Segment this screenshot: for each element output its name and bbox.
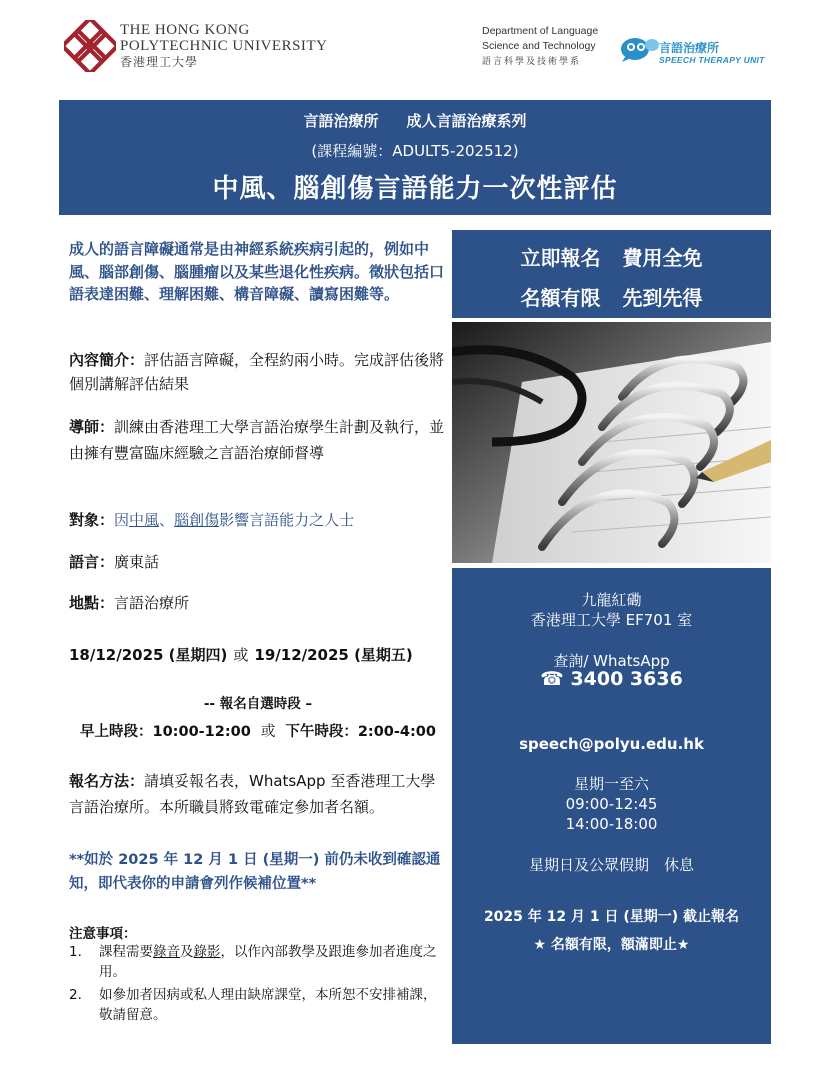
notice-title: 注意事項： [69, 926, 137, 942]
target-stroke: 中風 [129, 511, 160, 529]
polyu-name-chinese: 香港理工大學 [120, 55, 199, 69]
quota-note: ★ 名額有限，額滿即止★ [533, 937, 690, 953]
slot-afternoon: 下午時段：2:00-4:00 [285, 724, 436, 740]
speech-therapy-unit-icon [619, 35, 661, 63]
notice-number: 2. [69, 987, 82, 1003]
target-text [114, 511, 354, 529]
target-text-sep: 、 [159, 511, 175, 529]
enquiry-label: 查詢/ WhatsApp [553, 652, 670, 670]
address-line1: 九龍紅磡 [581, 591, 642, 609]
series-name: 成人言語治療系列 [406, 112, 527, 130]
register-now: 立即報名 [520, 246, 601, 270]
date-option-1: 18/12/2025 (星期四) [69, 646, 228, 664]
slot-morning: 早上時段：10:00-12:00 [80, 724, 251, 740]
notice-text: 及 [180, 944, 194, 960]
intro-text: 成人的語言障礙通常是由神經系統疾病引起的，例如中風、腦部創傷、腦腫瘤以及某些退化性疾病。徵狀包括口語表達困難、理解困難、構音障礙、讀寫困難等。 [69, 240, 445, 303]
polyu-name-line1: THE HONG KONG [120, 22, 250, 38]
waitlist-note: **如於 2025 年 12 月 1 日 (星期一) 前仍未收到確認通知，即代表你的申請會列作候補位置** [69, 852, 441, 892]
notice-recording: 錄音 [153, 944, 180, 960]
target-text-2: 影響言語能力之人士 [219, 511, 355, 529]
target-brain-injury: 腦創傷 [174, 511, 220, 529]
title-banner [59, 100, 771, 215]
course-code: (課程編號：ADULT5-202512) [311, 142, 519, 160]
address-line2: 香港理工大學 EF701 室 [530, 611, 693, 629]
opening-hours-morning: 09:00-12:45 [565, 795, 658, 813]
venue-text: 言語治療所 [114, 594, 190, 612]
notice-number: 1. [69, 944, 82, 960]
language-info [69, 550, 449, 574]
series-line [59, 110, 771, 131]
speech-therapy-unit-english: SPEECH THERAPY UNIT [659, 55, 765, 65]
polyu-name-line2: POLYTECHNIC UNIVERSITY [120, 38, 328, 54]
fee-free: 費用全免 [622, 246, 703, 270]
page-title: 中風、腦創傷言語能力一次性評估 [212, 174, 618, 204]
opening-days: 星期一至六 [573, 775, 649, 793]
phone-number[interactable]: ☎ 3400 3636 [540, 668, 683, 690]
tutor-text: 訓練由香港理工大學言語治療學生計劃及執行，並由擁有豐富臨床經驗之言語治療師督導 [69, 418, 445, 462]
venue-info [69, 591, 449, 615]
polyu-logo-icon [64, 20, 116, 72]
limited-places: 名額有限 [520, 286, 601, 310]
registration-box [452, 230, 771, 318]
target-info [69, 508, 449, 532]
slot-or: 或 [260, 724, 276, 740]
target-text-1: 因 [114, 511, 130, 529]
email-address[interactable]: speech@polyu.edu.hk [519, 735, 704, 753]
notice-item [69, 985, 447, 1025]
course-dates [69, 644, 413, 665]
notice-text: 課程需要 [99, 944, 153, 960]
slot-heading: -- 報名自選時段 – [203, 696, 313, 712]
date-or: 或 [233, 646, 249, 664]
binder-rings-image [452, 322, 771, 563]
contact-panel [452, 568, 771, 1044]
content-summary [69, 348, 449, 396]
notice-text: 如參加者因病或私人理由缺席課堂，本所恕不安排補課，敬請留意。 [99, 987, 437, 1023]
registration-line1 [452, 242, 771, 271]
date-option-2: 19/12/2025 (星期五) [254, 646, 413, 664]
registration-line2 [452, 282, 771, 311]
binder-photo [452, 322, 771, 563]
registration-deadline: 2025 年 12 月 1 日 (星期一) 截止報名 [483, 909, 740, 925]
method-label: 報名方法： [69, 772, 145, 790]
first-come: 先到先得 [622, 286, 703, 310]
notice-video: 錄影 [193, 944, 221, 960]
tutor-label: 導師： [69, 418, 115, 436]
notice-text: ，以作內部教學及跟進參加者進度之用。 [99, 944, 437, 980]
department-name [482, 24, 598, 69]
polyu-wordmark [120, 22, 327, 71]
department-chinese: 語言科學及技術學系 [482, 56, 582, 66]
registration-method [69, 768, 449, 820]
department-line1: Department of Language [482, 25, 599, 37]
department-line2: Science and Technology [482, 40, 596, 52]
time-slots [69, 720, 447, 741]
language-text: 廣東話 [114, 553, 160, 571]
series-unit: 言語治療所 [303, 112, 379, 130]
speech-therapy-unit-chinese: 言語治療所 [659, 41, 720, 55]
tutor-info [69, 414, 449, 466]
method-text: 請填妥報名表，WhatsApp 至香港理工大學言語治療所。本所職員將致電確定參加者名額。 [69, 772, 436, 816]
target-label: 對象： [69, 511, 115, 529]
venue-label: 地點： [69, 594, 115, 612]
language-label: 語言： [69, 553, 115, 571]
content-text: 評估語言障礙，全程約兩小時。完成評估後將個別講解評估結果 [69, 351, 445, 393]
notice-list [69, 942, 447, 1028]
closed-days: 星期日及公眾假期 休息 [528, 856, 694, 874]
opening-hours-afternoon: 14:00-18:00 [565, 815, 658, 833]
content-label: 內容簡介： [69, 351, 145, 369]
notice-item [69, 942, 447, 982]
